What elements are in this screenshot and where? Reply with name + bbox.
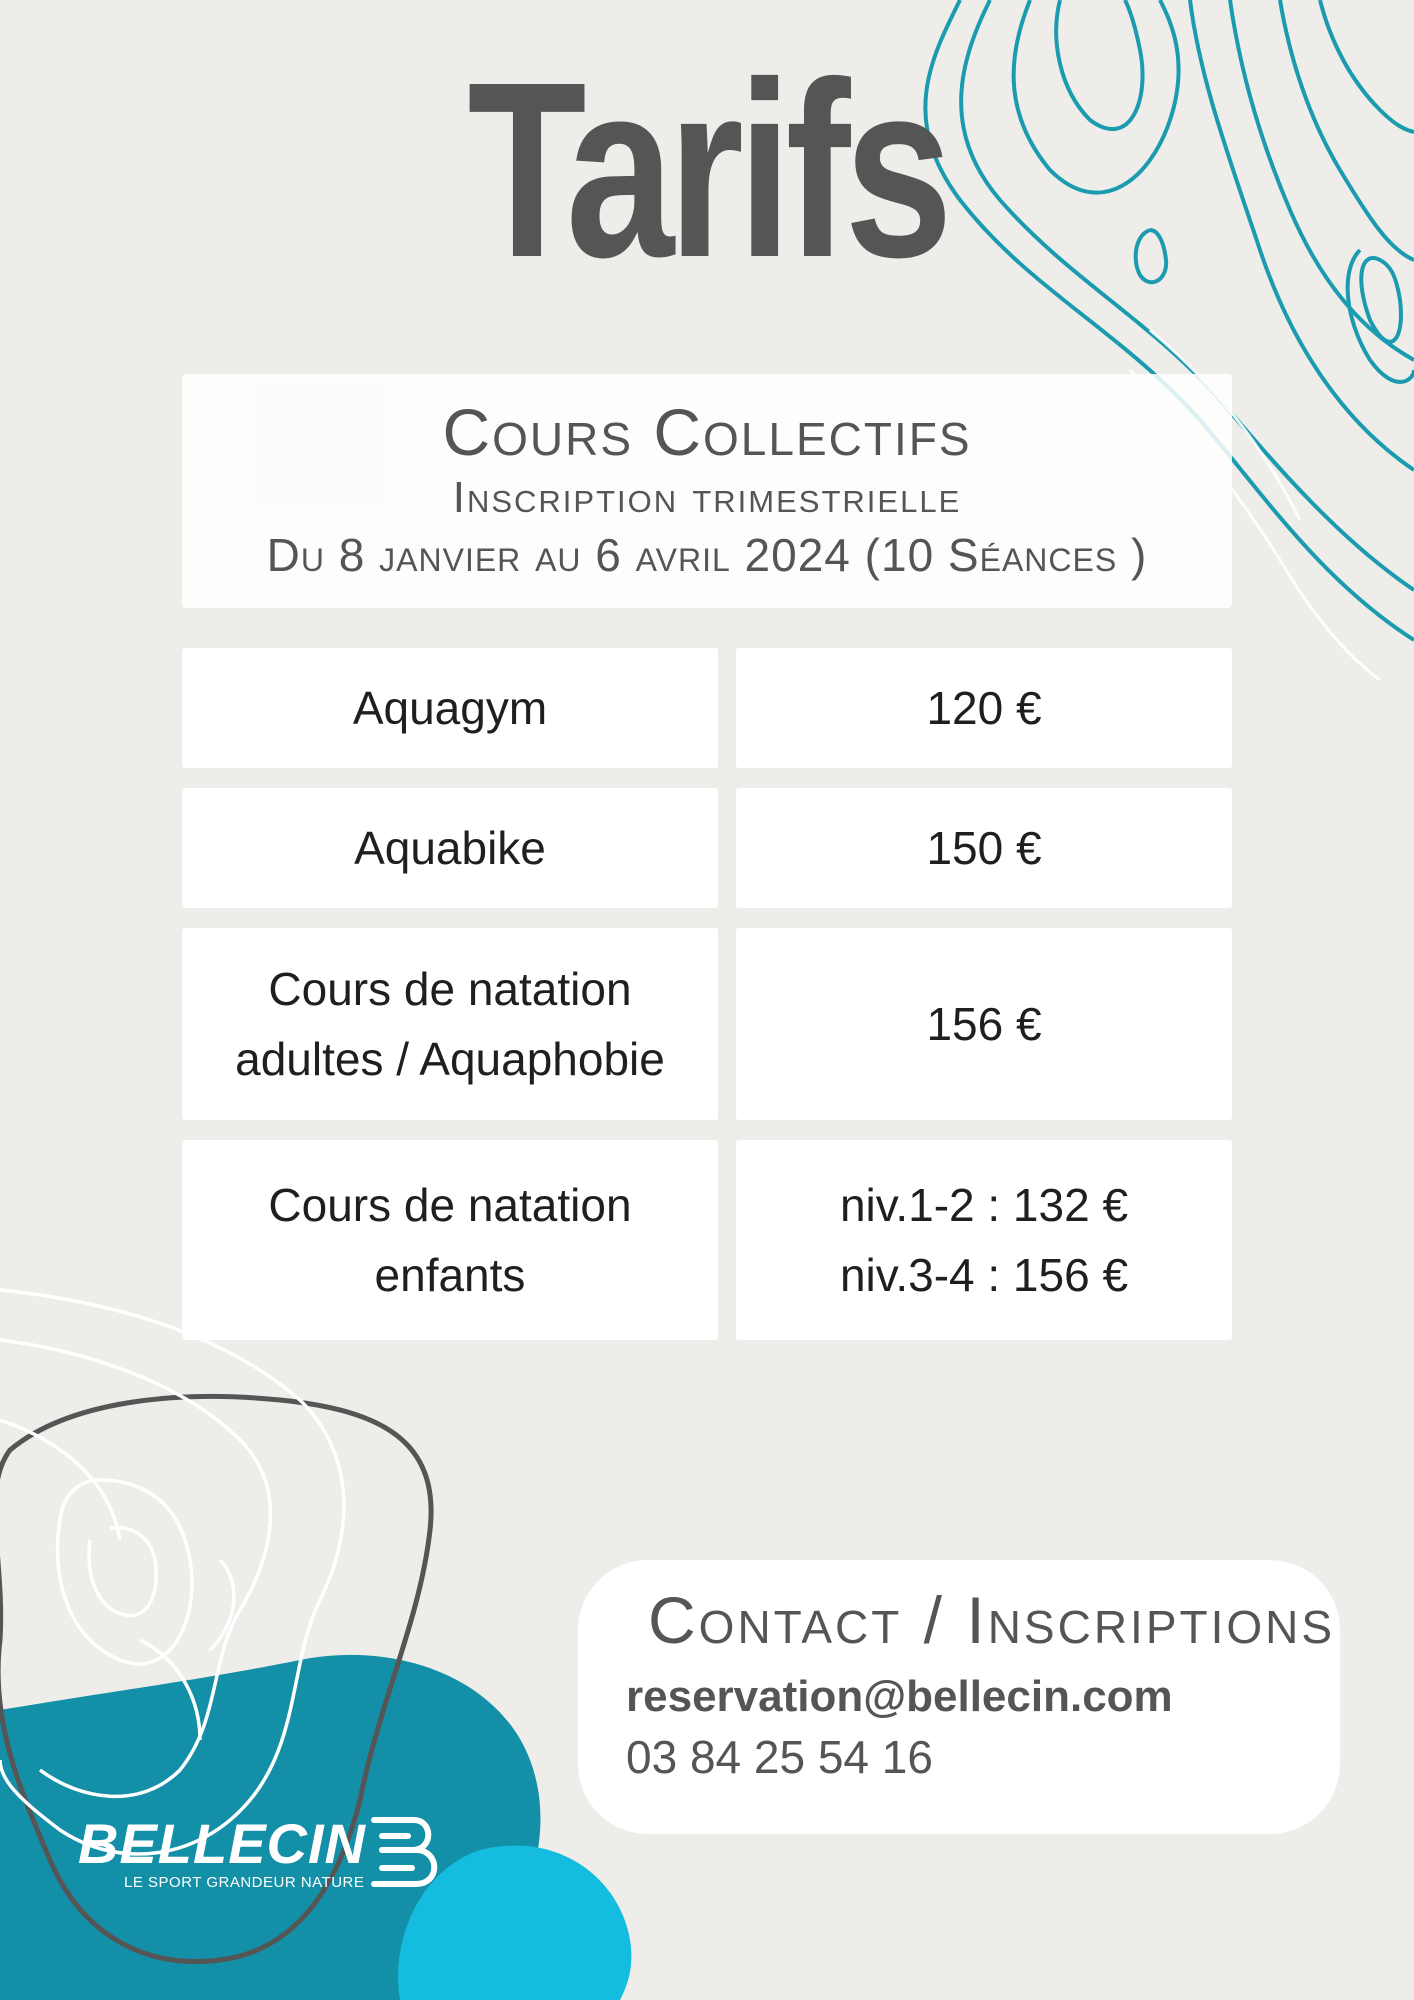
price-line: niv.3-4 : 156 € — [839, 1249, 1129, 1301]
section-dates: Du 8 janvier au 6 avril 2024 (10 Séances ) — [266, 529, 1148, 582]
table-row-price: 120 € — [736, 648, 1232, 768]
table-row-price — [736, 1140, 1232, 1340]
section-title: Cours Collectifs — [442, 395, 972, 469]
logo-tagline: LE SPORT GRANDEUR NATURE — [124, 1874, 365, 1891]
table-row-label — [182, 928, 718, 1120]
contact-card — [578, 1560, 1340, 1834]
table-row-price: 156 € — [736, 928, 1232, 1120]
label-line: adultes / Aquaphobie — [235, 1033, 665, 1085]
table-row-label: Aquabike — [182, 788, 718, 908]
logo-b-icon — [368, 1812, 448, 1892]
price-line: niv.1-2 : 132 € — [839, 1179, 1129, 1231]
table-row-label: Aquagym — [182, 648, 718, 768]
page-title: Tarifs — [467, 30, 947, 309]
section-subtitle: Inscription trimestrielle — [452, 472, 962, 522]
table-row-label — [182, 1140, 718, 1340]
label-line: Cours de natation — [268, 1179, 632, 1231]
contact-phone-link[interactable]: 03 84 25 54 16 — [626, 1731, 933, 1783]
logo-wordmark: BELLECIN — [78, 1812, 366, 1875]
contact-title: Contact / Inscriptions — [648, 1583, 1336, 1657]
label-line: Cours de natation — [268, 963, 632, 1015]
label-line: enfants — [374, 1249, 526, 1301]
bellecin-logo — [78, 1812, 366, 1891]
contact-email-link[interactable]: reservation@bellecin.com — [626, 1672, 1173, 1721]
course-header-card — [182, 374, 1232, 608]
table-row-price: 150 € — [736, 788, 1232, 908]
